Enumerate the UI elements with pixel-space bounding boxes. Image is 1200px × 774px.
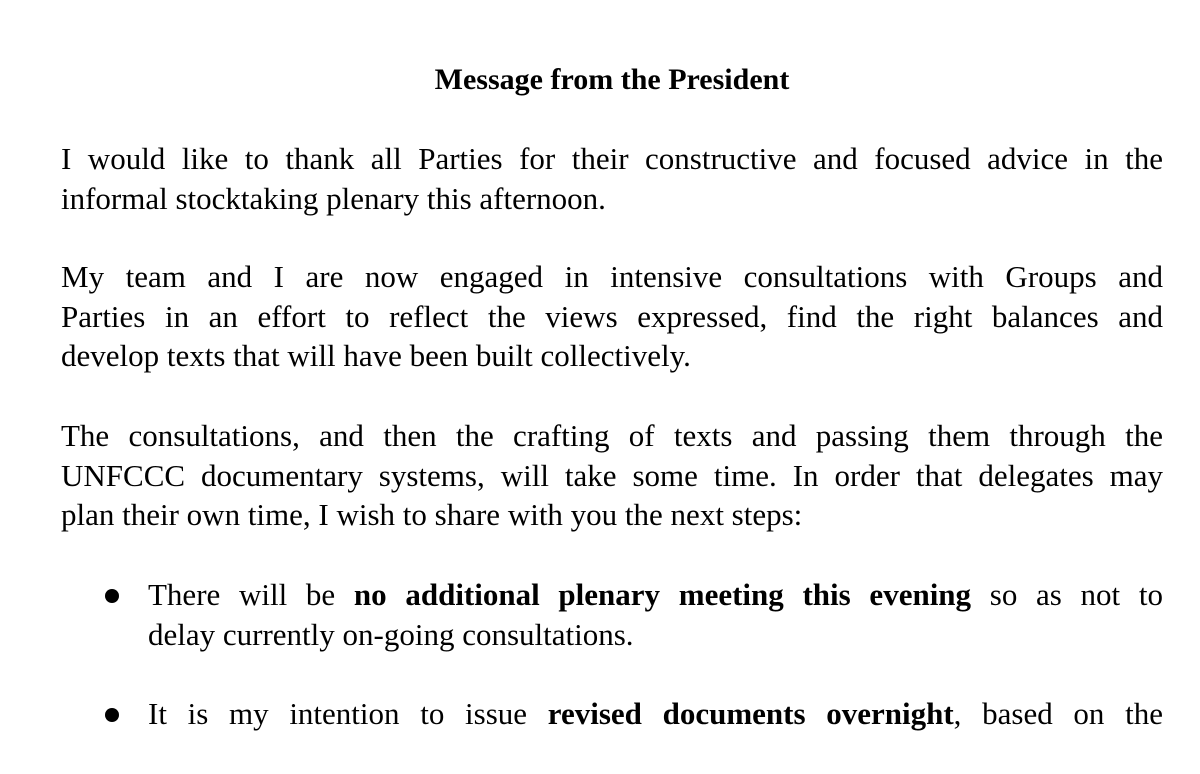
list-item-line xyxy=(148,694,1163,734)
paragraph-line: My team and I are now engaged in intensive consultations with Groups and xyxy=(61,259,1163,294)
list-item-emphasis: no additional plenary meeting this evening xyxy=(353,577,972,612)
paragraph-next-steps xyxy=(61,416,1163,535)
paragraph-thanks xyxy=(61,139,1163,218)
list-item xyxy=(61,694,1163,734)
paragraph-consultations xyxy=(61,257,1163,376)
list-item-text-normal: There will be xyxy=(148,577,354,612)
list-item-line: delay currently on-going consultations. xyxy=(148,616,634,652)
paragraph-line: The consultations, and then the crafting of texts and passing them through the xyxy=(61,418,1163,453)
list-item-line xyxy=(148,575,1163,615)
next-steps-list xyxy=(61,575,1163,774)
paragraph-line: I would like to thank all Parties for their constructive and focused advice in the xyxy=(61,141,1163,176)
paragraph-line: develop texts that will have been built collectively. xyxy=(61,338,691,373)
list-item-emphasis: revised documents overnight xyxy=(547,696,954,731)
paragraph-line: plan their own time, I wish to share with you the next steps: xyxy=(61,497,803,532)
bullet-icon xyxy=(105,589,119,603)
list-item-text-normal: , based on the xyxy=(953,696,1163,731)
list-item-text xyxy=(148,575,1163,654)
bullet-icon xyxy=(105,708,119,722)
list-item-text-normal: so as not to xyxy=(971,577,1163,612)
paragraph-line: Parties in an effort to reflect the views expressed, find the right balances and xyxy=(61,298,1163,334)
list-item xyxy=(61,575,1163,654)
paragraph-line: UNFCCC documentary systems, will take some time. In order that delegates may xyxy=(61,457,1163,493)
paragraph-line: informal stocktaking plenary this afternoon. xyxy=(61,180,606,216)
document-title: Message from the President xyxy=(434,63,790,96)
list-item-text xyxy=(148,694,1163,734)
list-item-text-normal: It is my intention to issue xyxy=(148,696,548,731)
